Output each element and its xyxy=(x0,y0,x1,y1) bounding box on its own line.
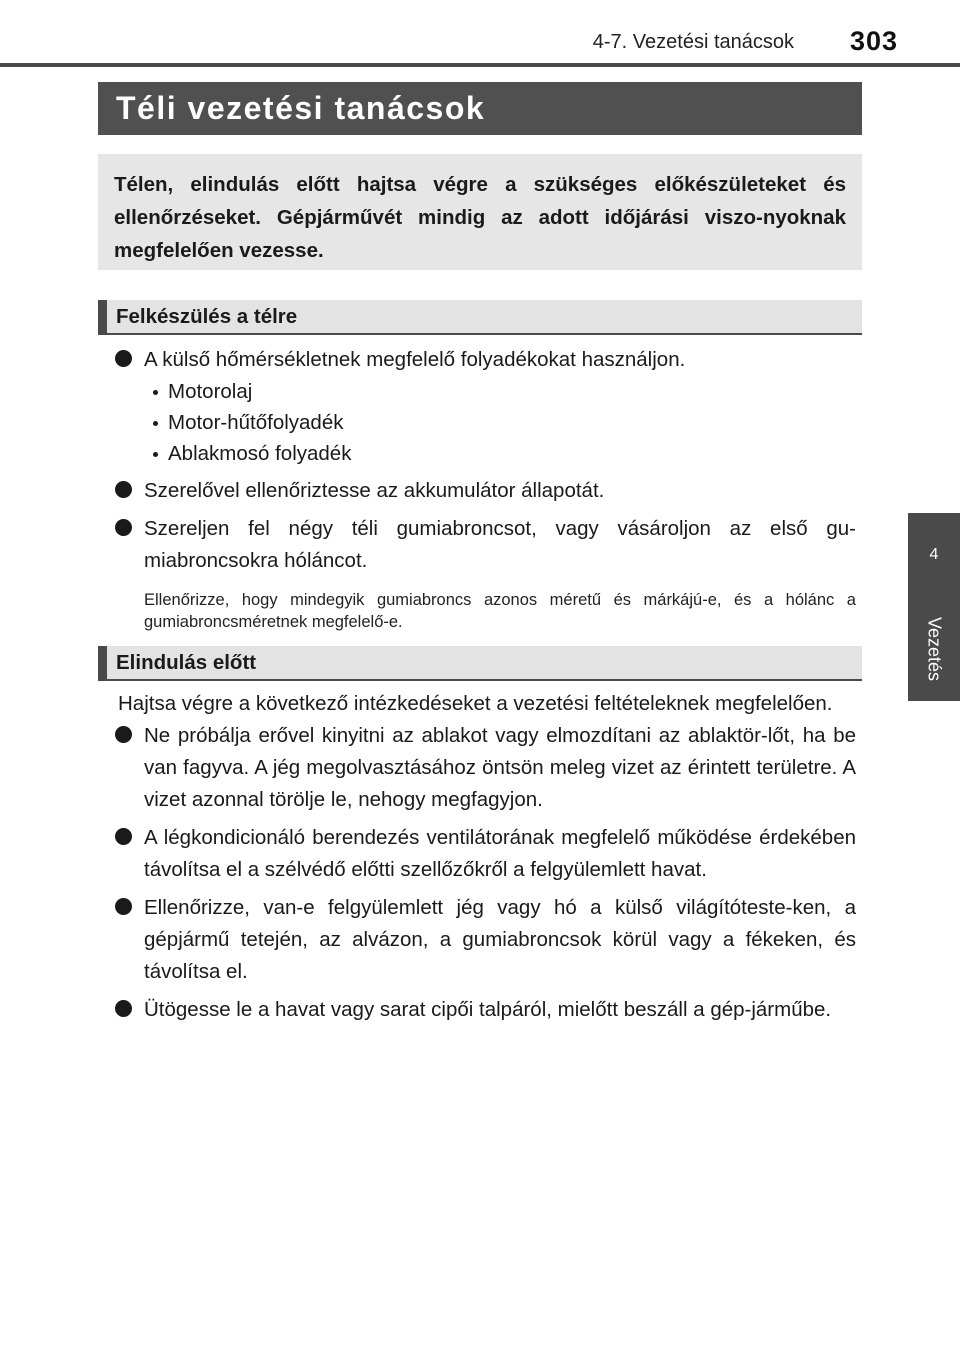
section-before-start-content xyxy=(112,688,856,1026)
sub-list-item xyxy=(112,376,856,407)
bullet-dot-icon xyxy=(115,898,132,915)
section-heading-before-start xyxy=(98,646,862,681)
intro-text: Télen, elindulás előtt hajtsa végre a szükséges előkészületeket és ellenőrzéseket. Gépjárművét mindig az adott időjárási viszo-nyoknak megfelelően vezesse. xyxy=(114,173,846,262)
page-title: Téli vezetési tanácsok xyxy=(116,90,486,126)
bullet-text: A külső hőmérsékletnek megfelelő folyadékokat használjon. xyxy=(144,348,686,371)
chapter-label: Vezetés xyxy=(924,616,945,682)
small-bullet-icon xyxy=(153,421,158,426)
bullet-text: Ellenőrizze, van-e felgyülemlett jég vagy hó a külső világítóteste-ken, a gépjármű tetején, az alvázon, a gumiabroncsok körül vagy a fékeken, és távolítsa el. xyxy=(144,896,856,983)
bullet-item xyxy=(112,892,856,988)
bullet-text: Ne próbálja erővel kinyitni az ablakot vagy elmozdítani az ablaktör-lőt, ha be van fagyva. A jég megolvasztásához öntsön meleg vizet az érintett területre. A vizet azonnal törölje le, nehogy megfagyjon. xyxy=(144,724,856,811)
bullet-dot-icon xyxy=(115,726,132,743)
bullet-text: A légkondicionáló berendezés ventilátorának megfelelő működése érdekében távolítsa el a szélvédő előtti szellőzőkről a felgyülemlett havat. xyxy=(144,826,856,881)
small-bullet-icon xyxy=(153,452,158,457)
page-title-bar xyxy=(98,82,862,135)
bullet-text: Ütögesse le a havat vagy sarat cipői talpáról, mielőtt beszáll a gép-járműbe. xyxy=(144,998,832,1021)
intro-box xyxy=(98,154,862,270)
section-heading-text: Felkészülés a télre xyxy=(116,304,298,328)
bullet-text: Szerelővel ellenőriztesse az akkumulátor állapotát. xyxy=(144,479,605,502)
section-intro-text: Hajtsa végre a következő intézkedéseket a vezetési feltételeknek megfelelően. xyxy=(118,692,833,715)
bullet-dot-icon xyxy=(115,350,132,367)
bullet-item xyxy=(112,344,856,376)
bullet-dot-icon xyxy=(115,1000,132,1017)
note-text: Ellenőrizze, hogy mindegyik gumiabroncs azonos méretű és márkájú-e, és a hólánc a gumiabroncsméretnek megfelelő-e. xyxy=(144,591,856,631)
sub-list-item xyxy=(112,407,856,438)
chapter-tab-number xyxy=(908,513,960,597)
section-heading-text: Elindulás előtt xyxy=(116,650,257,674)
sub-list-item xyxy=(112,438,856,469)
section-preparation-content xyxy=(112,344,856,633)
bullet-dot-icon xyxy=(115,828,132,845)
running-header-section: 4-7. Vezetési tanácsok xyxy=(592,31,794,53)
bullet-item xyxy=(112,513,856,577)
header-divider xyxy=(0,63,960,67)
sub-list-text: Motorolaj xyxy=(168,380,253,403)
chapter-number: 4 xyxy=(929,546,939,563)
sub-list-text: Ablakmosó folyadék xyxy=(168,442,352,465)
bullet-item xyxy=(112,475,856,507)
bullet-item xyxy=(112,994,856,1026)
bullet-dot-icon xyxy=(115,481,132,498)
bullet-item xyxy=(112,720,856,816)
small-bullet-icon xyxy=(153,390,158,395)
section-heading-preparation xyxy=(98,300,862,335)
sub-list-text: Motor-hűtőfolyadék xyxy=(168,411,344,434)
bullet-dot-icon xyxy=(115,519,132,536)
bullet-text: Szereljen fel négy téli gumiabroncsot, vagy vásároljon az első gu-miabroncsokra hóláncot. xyxy=(144,517,856,572)
bullet-item xyxy=(112,822,856,886)
chapter-tab-label xyxy=(908,597,960,701)
page-number: 303 xyxy=(849,26,898,56)
